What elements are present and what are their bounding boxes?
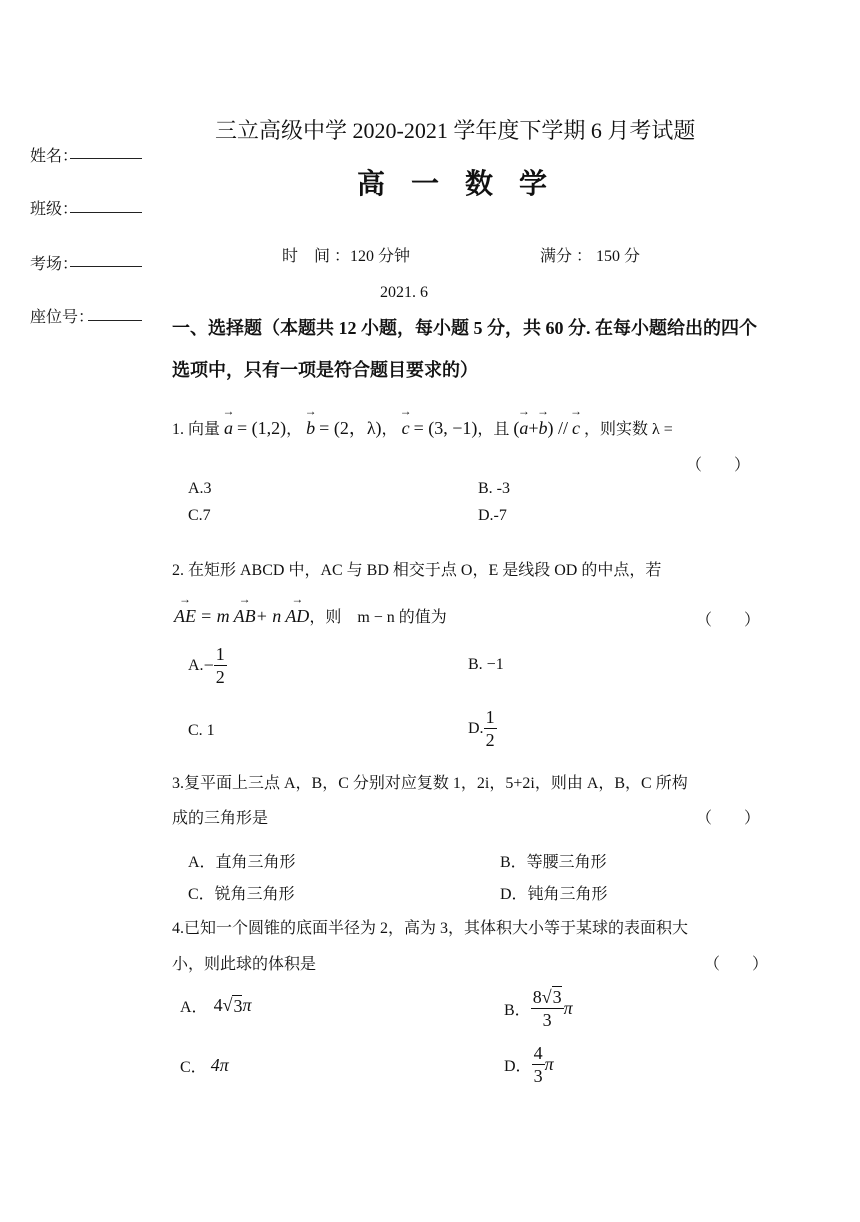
seat-field[interactable] [88,320,142,321]
q2-option-d[interactable] [468,706,497,751]
option-value: 4π [210,1055,229,1075]
q3-option-a[interactable]: A．直角三角形 [188,854,296,871]
pi-symbol: π [242,995,252,1015]
name-field[interactable] [70,158,142,159]
q1-option-a[interactable]: A.3 [188,480,212,497]
q2-line1: 2. 在矩形 ABCD 中，AC 与 BD 相交于点 O，E 是线段 OD 的中点，若 [172,562,662,579]
condition-vector-b: → b [539,418,548,439]
q2-tail: ，则 m − n 的值为 [309,609,447,626]
vector-ab: → AB [234,606,256,627]
q2-answer-paren[interactable]: （ ） [696,612,761,629]
numerator: 1 [485,707,495,727]
pi-symbol: π [544,1054,554,1074]
q4-line2: 小，则此球的体积是 [172,956,317,973]
q1-number: 1. [172,421,184,438]
q3-option-b[interactable]: B．等腰三角形 [500,854,607,871]
denominator: 2 [215,667,225,687]
separator: ， [286,421,303,438]
q1-tail: ，则实数 λ = [584,421,673,438]
option-prefix: D． [504,1058,532,1075]
coefficient: 4 [213,995,223,1015]
numerator: 1 [215,644,225,664]
q2-option-b[interactable]: B. −1 [468,656,504,673]
name-label: 姓名： [30,148,79,165]
q4-option-c[interactable] [180,1054,229,1077]
q1-option-c[interactable]: C.7 [188,507,211,524]
denominator: 3 [533,1066,543,1086]
exam-date: 2021. 6 [380,284,428,301]
numerator [531,986,564,1009]
q3-option-c[interactable]: C．锐角三角形 [188,886,295,903]
sqrt-icon: √ [222,995,233,1015]
minus-sign: − [203,655,214,675]
vector-c-value: = (3, −1) [413,418,478,438]
q3-option-d[interactable]: D．钝角三角形 [500,886,608,903]
condition-vector-c: → c [572,418,580,439]
plus-sign: + [528,418,539,438]
separator: ， [381,421,398,438]
q2-plus-n: + n [255,606,282,626]
q3-line2: 成的三角形是 [172,810,269,827]
denominator: 3 [542,1010,552,1030]
vector-a: → a [224,418,233,439]
q4-option-a[interactable] [180,994,251,1017]
numerator: 4 [533,1043,543,1063]
sqrt-icon: √ [541,987,552,1007]
q3-line1: 3.复平面上三点 A，B，C 分别对应复数 1，2i，5+2i，则由 A，B，C 所构 [172,775,688,792]
class-label: 班级： [30,201,79,218]
q2-option-a[interactable] [188,643,227,688]
q2-eq: = m [200,606,230,626]
q1-lead: 向量 [188,421,221,438]
q4-option-b[interactable] [504,986,573,1031]
section-title: 一、选择题（本题共 12 小题，每小题 5 分，共 60 分. 在每小题给出的四个选项中，只有一项是符合题目要求的） [172,318,757,380]
q4-answer-paren[interactable]: （ ） [704,956,769,973]
q2-option-c[interactable]: C. 1 [188,722,215,739]
fraction [214,643,227,688]
q1-option-b[interactable]: B. -3 [478,480,510,497]
vector-a-value: = (1,2) [237,418,287,438]
option-prefix: A． [180,999,208,1016]
radicand: 3 [552,987,562,1007]
vector-ad: → AD [285,606,309,627]
q3-answer-paren[interactable]: （ ） [696,810,761,827]
radicand: 3 [233,995,243,1016]
option-prefix: A. [188,656,204,674]
fraction [484,706,497,751]
question-1 [172,414,673,440]
paren-open: ( [513,418,520,438]
coefficient: 8 [532,987,542,1007]
q4-option-d[interactable] [504,1042,554,1087]
vector-c: → c [402,418,410,439]
q1-mid-text: ，且 [477,421,510,438]
condition-vector-a: → a [519,418,528,439]
school-title: 三立高级中学 2020-2021 学年度下学期 6 月考试题 [215,118,696,143]
room-label: 考场： [30,256,79,273]
time-label: 时 间 ：120 分钟 [282,248,411,265]
q2-line2 [174,604,447,627]
q1-answer-paren[interactable]: （ ） [686,457,751,474]
score-label: 满分 ： 150 分 [540,248,641,265]
vector-b: → b [306,418,315,439]
vector-b-value: = (2，λ) [319,418,382,438]
denominator: 2 [485,730,495,750]
fraction [531,986,564,1031]
subject-title: 高一数学 [357,169,574,200]
q4-line1: 4.已知一个圆锥的底面半径为 2，高为 3，其体积大小等于某球的表面积大 [172,920,689,937]
q1-option-d[interactable]: D.-7 [478,507,507,524]
fraction [532,1042,545,1087]
parallel-sign: ) // [547,418,569,438]
option-prefix: C． [180,1059,207,1076]
option-prefix: B． [504,1002,531,1019]
seat-label: 座位号： [30,309,95,326]
class-field[interactable] [70,212,142,213]
room-field[interactable] [70,266,142,267]
option-prefix: D. [468,719,484,737]
pi-symbol: π [563,998,573,1018]
vector-ae: → AE [174,606,196,627]
